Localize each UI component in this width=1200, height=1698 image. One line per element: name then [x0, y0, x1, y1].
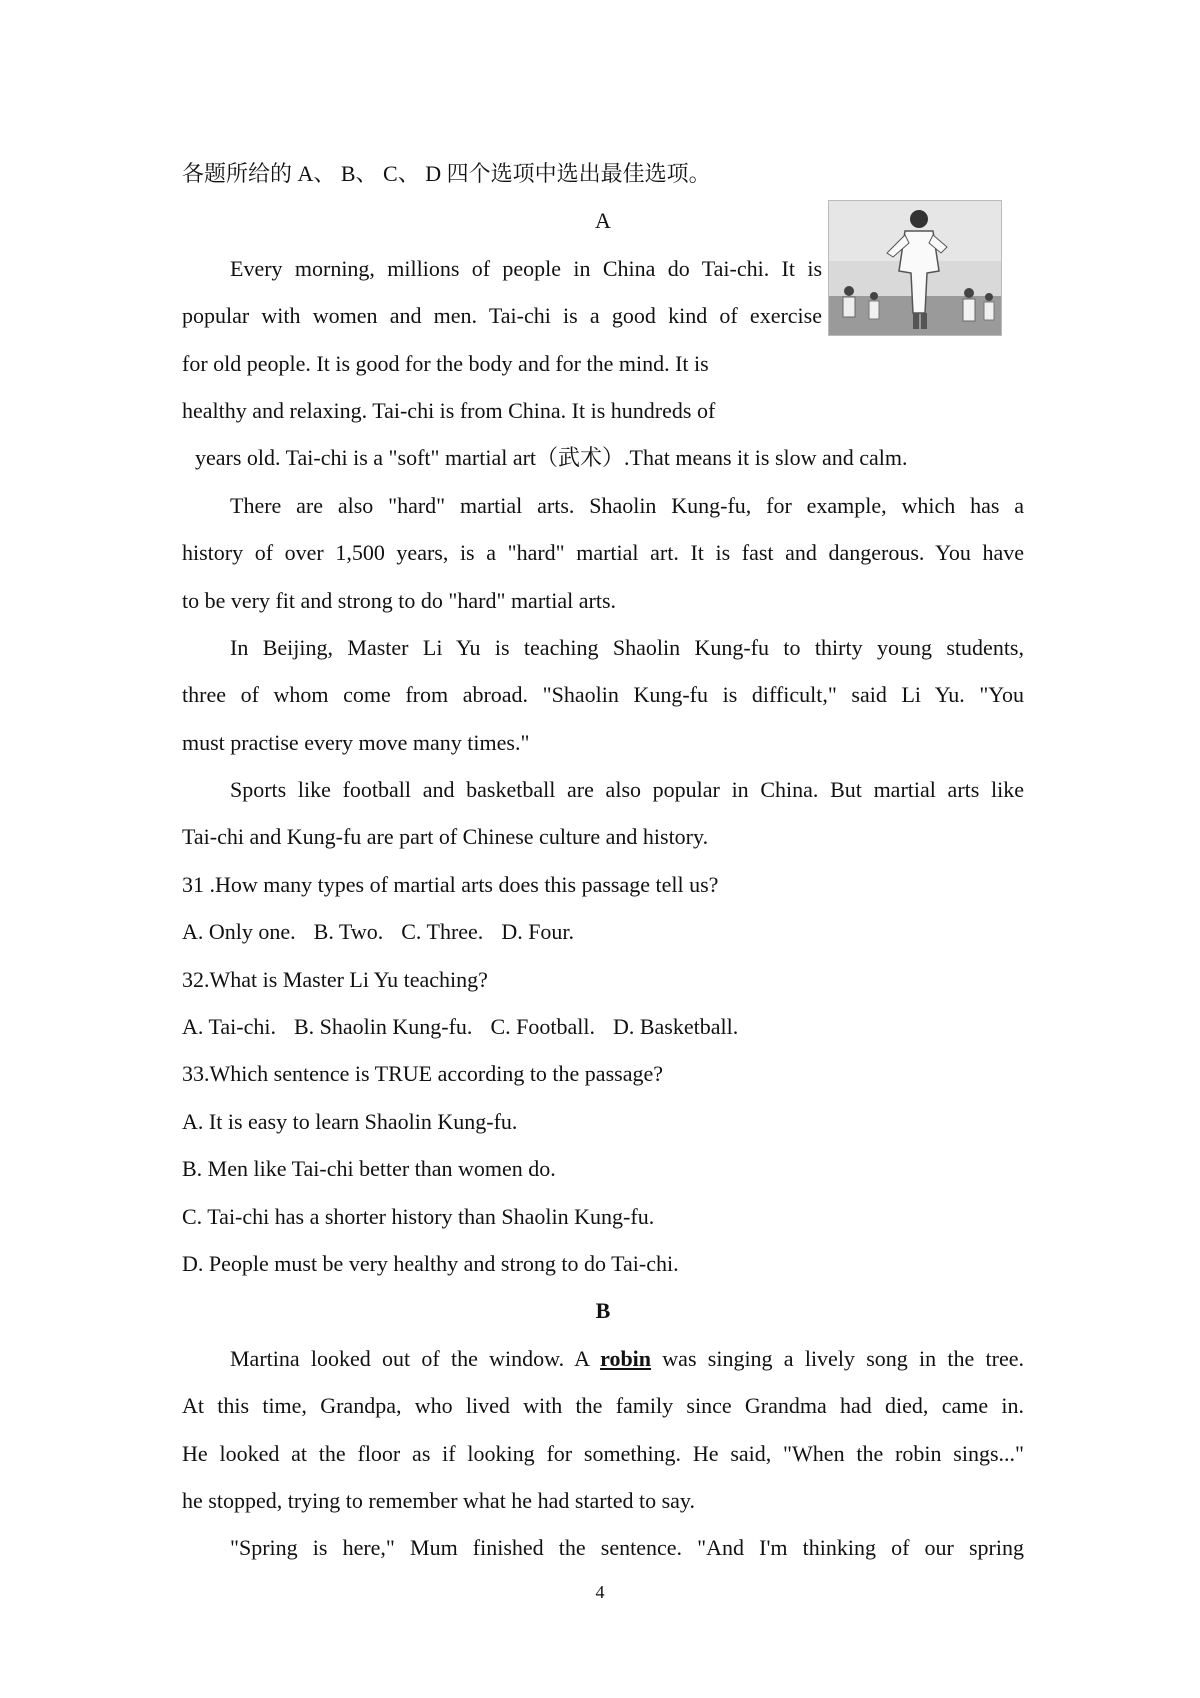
passage-b-line: he stopped, trying to remember what he had started to say. — [182, 1487, 695, 1513]
passage-b-heading: B — [595, 1298, 611, 1324]
passage-a-line: for old people. It is good for the body and for the mind. It is — [182, 350, 709, 376]
option-d: D. People must be very healthy and strong to do Tai-chi. — [182, 1250, 679, 1276]
passage-a-line: popular with women and men. Tai-chi is a good kind of exercise — [182, 303, 822, 329]
main-text — [182, 150, 1024, 1572]
option-a: A. Only one. — [182, 919, 296, 945]
passage-a-line: In Beijing, Master Li Yu is teaching Shaolin Kung-fu to thirty young students, — [230, 634, 1024, 660]
passage-a-line: healthy and relaxing. Tai-chi is from China. It is hundreds of — [182, 397, 716, 423]
passage-a-line: Every morning, millions of people in China do Tai-chi. It is — [230, 255, 822, 281]
passage-b-line: At this time, Grandpa, who lived with the family since Grandma had died, came in. — [182, 1393, 1024, 1419]
instructions: 各题所给的 A、 B、 C、 D 四个选项中选出最佳选项。 — [182, 161, 711, 186]
passage-b-text: Martina looked out of the window. A — [230, 1345, 601, 1371]
robin-word: robin — [600, 1345, 652, 1371]
passage-a-heading: A — [595, 208, 611, 234]
passage-a-line: must practise every move many times." — [182, 729, 530, 755]
option-d: D. Basketball. — [612, 1014, 739, 1040]
option-c: C. Tai-chi has a shorter history than Shaolin Kung-fu. — [182, 1203, 655, 1229]
passage-a-line: to be very fit and strong to do "hard" martial arts. — [182, 587, 617, 613]
passage-a-line: Sports like football and basketball are also popular in China. But martial arts like — [230, 777, 1024, 803]
option-b: B. Two. — [313, 919, 384, 945]
option-a: A. Tai-chi. — [182, 1014, 276, 1040]
question-31-stem: 31 .How many types of martial arts does this passage tell us? — [182, 871, 719, 897]
option-b: B. Shaolin Kung-fu. — [293, 1014, 473, 1040]
passage-a-line: years old. Tai-chi is a "soft" martial art（武术）.That means it is slow and calm. — [195, 445, 908, 471]
option-a: A. It is easy to learn Shaolin Kung-fu. — [182, 1108, 518, 1134]
passage-a-line: Tai-chi and Kung-fu are part of Chinese culture and history. — [182, 824, 709, 850]
option-c: C. Football. — [490, 1014, 595, 1040]
question-32-stem: 32.What is Master Li Yu teaching? — [182, 966, 488, 992]
passage-b-line — [182, 1335, 1024, 1382]
option-b: B. Men like Tai-chi better than women do. — [182, 1156, 556, 1182]
passage-b-line: "Spring is here," Mum finished the sentence. "And I'm thinking of our spring — [230, 1535, 1024, 1561]
question-33-stem: 33.Which sentence is TRUE according to the passage? — [182, 1061, 663, 1087]
option-d: D. Four. — [501, 919, 575, 945]
question-32-options — [182, 1003, 1024, 1050]
passage-b-line: He looked at the floor as if looking for something. He said, "When the robin sings..." — [182, 1440, 1024, 1466]
option-c: C. Three. — [401, 919, 484, 945]
passage-b-text: was singing a lively song in the tree. — [651, 1345, 1024, 1371]
question-31-options — [182, 908, 1024, 955]
passage-a-line: There are also "hard" martial arts. Shaolin Kung-fu, for example, which has a — [230, 492, 1024, 518]
passage-a-line: history of over 1,500 years, is a "hard" martial art. It is fast and dangerous. You have — [182, 540, 1024, 566]
page-number: 4 — [595, 1582, 605, 1602]
passage-a-line: three of whom come from abroad. "Shaolin Kung-fu is difficult," said Li Yu. "You — [182, 682, 1024, 708]
